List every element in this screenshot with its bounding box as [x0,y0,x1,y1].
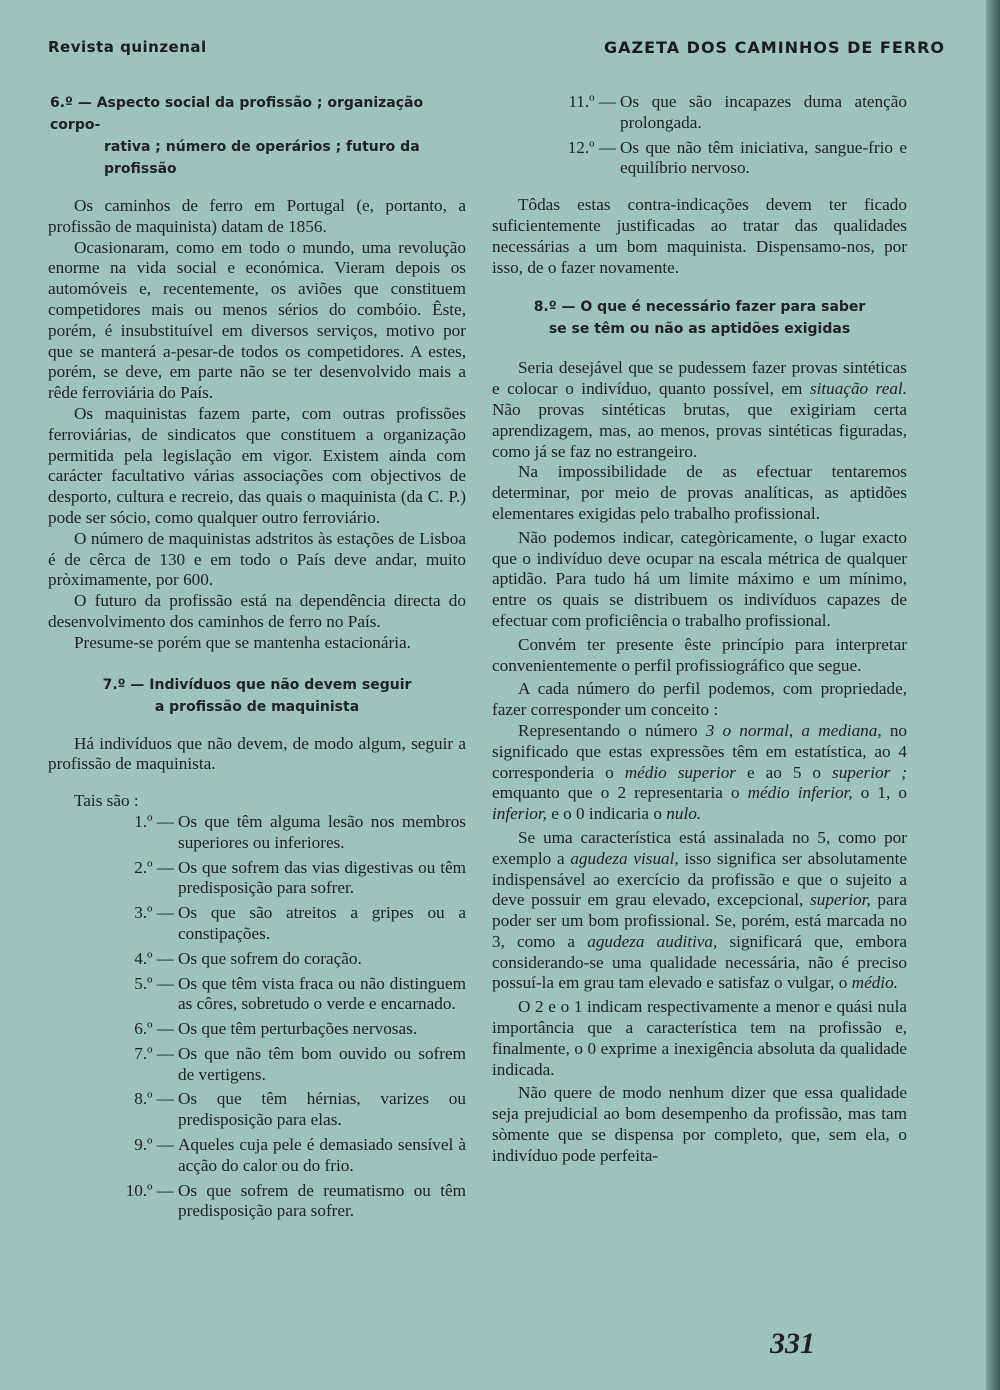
text-run: no significado que estas expressões têm em estatística, ao 4 corresponderia o [492,720,908,782]
emphasis: superior, [810,890,871,910]
list-item-text: Aqueles cuja pele é demasiado sensível à acção do calor ou do frio. [178,1135,466,1175]
text-run: o 1, o [852,783,907,803]
list-item-number: 5.º — [134,973,174,993]
list-item-number: 7.º — [134,1043,174,1063]
list-item [48,1089,466,1131]
list-item [492,138,907,180]
list-item-number: 3.º — [134,903,174,923]
list-item-number: 1.º — [134,811,174,831]
paragraph: Ocasionaram, como em todo o mundo, uma revolução enorme na vida social e económica. Vieram depois os automóveis e, recentemente, os aviões que constituem competidores mais ou menos sérios do combóio. Êste, porém, é insubstituível em diversos serviços, motivo por que se manterá a-pesar-de todos os competidores. A estes, porém, se deve, em parte não se ter desenvolvido mais a rêde ferroviária do País. [48,237,466,403]
text-run: Seria desejável que se pudessem fazer provas sintéticas e colocar o indivíduo, quanto possível, em [492,358,907,399]
paragraph: O número de maquinistas adstritos às estações de Lisboa é de cêrca de 130 e em todo o País deve andar, muito pròximamente, por 600. [48,528,466,590]
list-item-number: 9.º — [134,1135,174,1155]
emphasis: superior ; [832,762,907,782]
emphasis: médio inferior, [747,783,853,803]
text-run: Representando o número [518,720,706,740]
list-item-number: 10.º — [125,1180,174,1200]
text-run: significará que, embora considerando-se uma qualidade necessária, não é preciso possuí-la em grau tam elevado e satisfaz o vulgar, o [492,931,908,993]
text-run: para poder ser um bom profissional. Se, porém, está marcada no 3, como a [492,890,907,951]
paragraph: Na impossibilidade de as efectuar tentaremos determinar, por meio de provas analíticas, as aptidões elementares exigidas pelo trabalho profissional. [492,462,907,523]
paragraph: Os caminhos de ferro em Portugal (e, portanto, a profissão de maquinista) datam de 1856. [48,196,466,236]
section-6-heading [48,92,466,180]
paragraph: O 2 e o 1 indicam respectivamente a menor e quási nula importância que a característica tem na profissão e, finalmente, o 0 exprime a inexigência absoluta da qualidade indicada. [492,997,907,1079]
page-binding-shadow [986,0,1000,1390]
section-7-heading [48,674,466,718]
list-item [48,1044,466,1086]
paragraph: A cada número do perfil podemos, com propriedade, fazer corresponder um conceito : [492,679,907,720]
contraindication-list-continued [492,92,907,179]
emphasis: agudeza visual, [570,848,679,868]
text-run: emquanto que o 2 representaria o [492,783,748,803]
paragraph [492,358,907,462]
emphasis: situação real. [809,379,907,399]
emphasis: médio superior [624,762,736,782]
list-item-text: Os que sofrem das vias digestivas ou têm predisposição para sofrer. [178,857,466,898]
text-run: e o 0 indicaria o [546,804,667,824]
list-item [48,949,466,970]
list-intro: Tais são : [74,791,139,811]
list-item-number: 2.º — [134,857,174,877]
paragraph: Há indivíduos que não devem, de modo algum, seguir a profissão de maquinista. [48,733,466,774]
running-head-right: GAZETA DOS CAMINHOS DE FERRO [604,38,946,57]
list-item-text: Os que têm alguma lesão nos membros superiores ou inferiores. [178,811,466,852]
list-item [48,1019,466,1040]
list-item [48,1181,466,1223]
list-item [48,1135,466,1177]
section-6-heading-line2: rativa ; número de operários ; futuro da profissão [104,139,420,177]
paragraph: Não podemos indicar, categòricamente, o lugar exacto que o indivíduo deve ocupar na escala métrica de qualquer aptidão. Para tudo há um limite máximo e um mínimo, entre os quais se distribuem os indivíduos capazes de efectuar com proficiência o trabalho profissional. [492,527,907,630]
paragraph: Convém ter presente êste princípio para interpretar convenientemente o perfil profissiográfico que segue. [492,634,907,675]
emphasis: médio. [851,973,898,993]
list-item-text: Os que têm perturbações nervosas. [178,1019,418,1039]
list-item [48,858,466,900]
list-item-text: Os que não têm iniciativa, sangue-frio e equilíbrio nervoso. [620,137,907,178]
paragraph [492,721,907,825]
left-column [48,92,466,1238]
section-7-heading-line1: 7.º — Indivíduos que não devem seguir [102,676,412,693]
list-item [48,974,466,1016]
paragraph [492,828,907,994]
list-item-text: Os que têm hérnias, varizes ou predisposição para elas. [178,1089,466,1130]
list-item-text: Os que são incapazes duma atenção prolongada. [620,92,907,132]
list-item-number: 11.º — [568,92,616,111]
section-8-heading-line1: 8.º — O que é necessário fazer para saber [533,299,866,316]
emphasis: 3 o normal, a mediana, [705,720,882,740]
list-item-number: 4.º — [134,948,174,968]
list-item-text: Os que sofrem de reumatismo ou têm predisposição para sofrer. [178,1180,466,1221]
paragraph: Os maquinistas fazem parte, com outras profissões ferroviárias, de sindicatos que constituem a organização permitida pela legislação em vigor. Existem ainda com carácter facultativo várias associações com objectivos de desporto, cultura e recreio, das quais o maquinista (da C. P.) pode ser sócio, como qualquer outro ferroviário. [48,403,466,527]
page-number: 331 [770,1327,815,1360]
list-item-number: 8.º — [134,1089,174,1109]
paragraph: Não quere de modo nenhum dizer que essa qualidade seja prejudicial ao bom desempenho da profissão, mas tam sòmente que se dispensa por completo, que, sem ela, o indivíduo pode perfeita- [492,1083,907,1165]
list-item-text: Os que são atreitos a gripes ou a constipações. [178,903,466,943]
section-8-heading [492,296,907,340]
paragraph: O futuro da profissão está na dependência directa do desenvolvimento dos caminhos de ferro no País. [48,591,466,631]
list-item-number: 6.º — [134,1019,174,1039]
list-item [492,92,907,134]
running-head-left: Revista quinzenal [48,38,207,56]
contraindication-list [48,812,466,1222]
text-run: e ao 5 o [735,762,833,782]
list-item-text: Os que não têm bom ouvido ou sofrem de vertigens. [178,1043,466,1084]
text-run: isso significa ser absolutamente indispensável ao exercício da profissão e que o sujeito a deve possuir em grau elevado, excepcional, [492,848,908,910]
section-6-heading-line1: 6.º — Aspecto social da profissão ; organização corpo- [50,95,424,133]
paragraph: Presume-se porém que se mantenha estacionária. [74,632,411,652]
section-8-heading-line2: se se têm ou não as aptidões exigidas [548,321,851,338]
list-item [48,903,466,945]
emphasis: agudeza auditiva, [587,931,718,951]
text-run: Se uma característica está assinalada no 5, como por exemplo a [492,827,907,868]
list-item-text: Os que sofrem do coração. [178,948,362,968]
emphasis: nulo. [666,804,702,824]
text-run: Não provas sintéticas brutas, que exigiriam certa aprendizagem, mas, ao menos, provas sintéticas figuradas, como já se faz no estrangeiro. [492,399,907,461]
right-column [492,92,907,1167]
list-item [48,812,466,854]
paragraph: Tôdas estas contra-indicações devem ter ficado suficientemente justificadas ao tratar das qualidades necessárias a um bom maquinista. Dispensamo-nos, por isso, de o fazer novamente. [492,195,907,277]
section-7-heading-line2: a profissão de maquinista [154,698,360,715]
emphasis: inferior, [492,804,547,824]
list-item-number: 12.º — [567,137,616,157]
list-item-text: Os que têm vista fraca ou não distinguem as côres, sobretudo o verde e encarnado. [178,973,466,1014]
